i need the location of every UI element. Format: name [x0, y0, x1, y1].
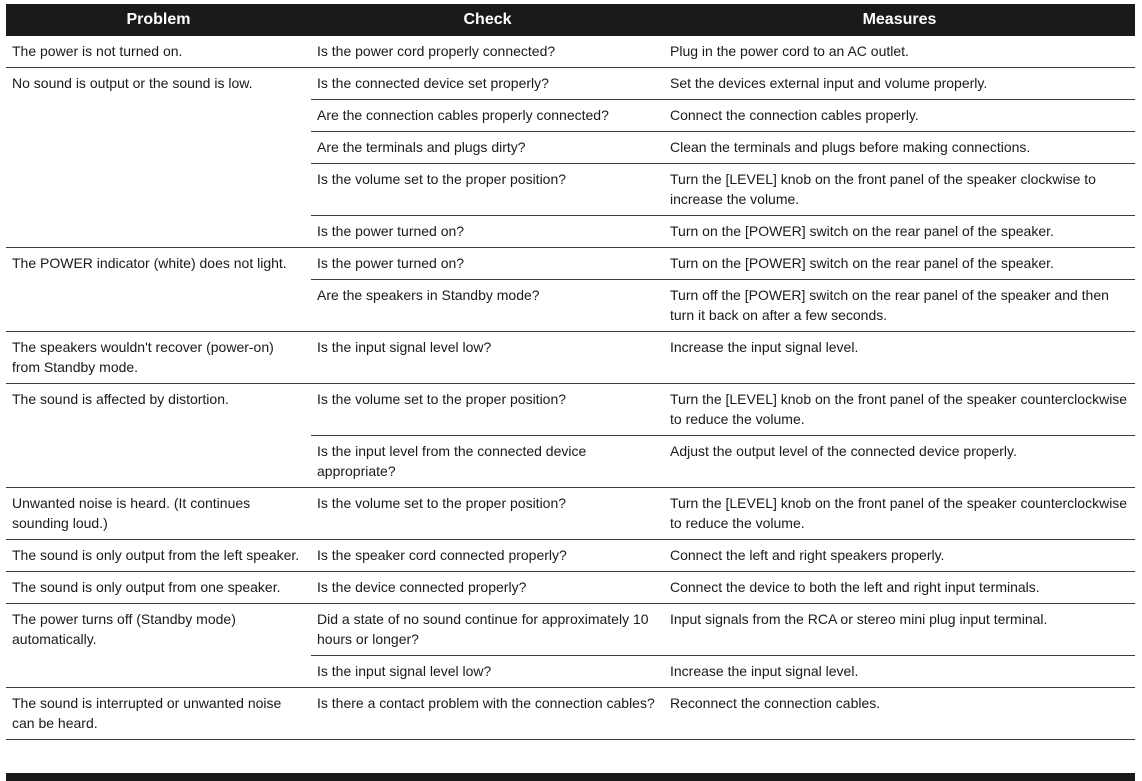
- measure-cell: Turn the [LEVEL] knob on the front panel of the speaker clockwise to increase the volume.: [664, 164, 1135, 216]
- table-row: [6, 488, 1135, 540]
- problem-cell: The power turns off (Standby mode) automatically.: [6, 604, 311, 688]
- check-cell: Is the input signal level low?: [311, 332, 664, 384]
- measure-cell: Input signals from the RCA or stereo mini plug input terminal.: [664, 604, 1135, 656]
- table-body: [6, 36, 1135, 740]
- table-row: [6, 384, 1135, 436]
- table-row: [6, 36, 1135, 68]
- check-cell: Is the device connected properly?: [311, 572, 664, 604]
- check-cell: Is the volume set to the proper position?: [311, 488, 664, 540]
- table-header-row: [6, 4, 1135, 36]
- check-cell: Is the power turned on?: [311, 216, 664, 248]
- table-row: [6, 688, 1135, 740]
- check-cell: Is the speaker cord connected properly?: [311, 540, 664, 572]
- check-cell: Are the connection cables properly connected?: [311, 100, 664, 132]
- measure-cell: Plug in the power cord to an AC outlet.: [664, 36, 1135, 68]
- measure-cell: Adjust the output level of the connected device properly.: [664, 436, 1135, 488]
- table-row: [6, 540, 1135, 572]
- check-cell: Are the speakers in Standby mode?: [311, 280, 664, 332]
- check-cell: Is the input signal level low?: [311, 656, 664, 688]
- problem-cell: The sound is interrupted or unwanted noise can be heard.: [6, 688, 311, 740]
- problem-cell: The sound is only output from one speaker.: [6, 572, 311, 604]
- troubleshooting-table: [6, 4, 1135, 740]
- measure-cell: Turn the [LEVEL] knob on the front panel of the speaker counterclockwise to reduce the volume.: [664, 384, 1135, 436]
- table-row: [6, 248, 1135, 280]
- table-row: [6, 68, 1135, 100]
- measure-cell: Turn on the [POWER] switch on the rear panel of the speaker.: [664, 216, 1135, 248]
- check-cell: Is the volume set to the proper position?: [311, 384, 664, 436]
- footer-bar: [6, 773, 1135, 781]
- check-cell: Is the volume set to the proper position?: [311, 164, 664, 216]
- header-check: Check: [311, 4, 664, 36]
- measure-cell: Turn off the [POWER] switch on the rear panel of the speaker and then turn it back on after a few seconds.: [664, 280, 1135, 332]
- measure-cell: Increase the input signal level.: [664, 332, 1135, 384]
- problem-cell: The power is not turned on.: [6, 36, 311, 68]
- table-row: [6, 332, 1135, 384]
- header-measures: Measures: [664, 4, 1135, 36]
- measure-cell: Reconnect the connection cables.: [664, 688, 1135, 740]
- problem-cell: The POWER indicator (white) does not light.: [6, 248, 311, 332]
- measure-cell: Increase the input signal level.: [664, 656, 1135, 688]
- table-row: [6, 572, 1135, 604]
- problem-cell: The sound is only output from the left speaker.: [6, 540, 311, 572]
- measure-cell: Turn on the [POWER] switch on the rear panel of the speaker.: [664, 248, 1135, 280]
- measure-cell: Connect the device to both the left and right input terminals.: [664, 572, 1135, 604]
- check-cell: Is the input level from the connected device appropriate?: [311, 436, 664, 488]
- check-cell: Is there a contact problem with the connection cables?: [311, 688, 664, 740]
- measure-cell: Set the devices external input and volume properly.: [664, 68, 1135, 100]
- check-cell: Are the terminals and plugs dirty?: [311, 132, 664, 164]
- header-problem: Problem: [6, 4, 311, 36]
- table-row: [6, 604, 1135, 656]
- problem-cell: The speakers wouldn't recover (power-on) from Standby mode.: [6, 332, 311, 384]
- check-cell: Did a state of no sound continue for approximately 10 hours or longer?: [311, 604, 664, 656]
- check-cell: Is the power turned on?: [311, 248, 664, 280]
- check-cell: Is the power cord properly connected?: [311, 36, 664, 68]
- problem-cell: Unwanted noise is heard. (It continues sounding loud.): [6, 488, 311, 540]
- problem-cell: The sound is affected by distortion.: [6, 384, 311, 488]
- measure-cell: Connect the connection cables properly.: [664, 100, 1135, 132]
- check-cell: Is the connected device set properly?: [311, 68, 664, 100]
- problem-cell: No sound is output or the sound is low.: [6, 68, 311, 248]
- measure-cell: Turn the [LEVEL] knob on the front panel of the speaker counterclockwise to reduce the volume.: [664, 488, 1135, 540]
- measure-cell: Connect the left and right speakers properly.: [664, 540, 1135, 572]
- measure-cell: Clean the terminals and plugs before making connections.: [664, 132, 1135, 164]
